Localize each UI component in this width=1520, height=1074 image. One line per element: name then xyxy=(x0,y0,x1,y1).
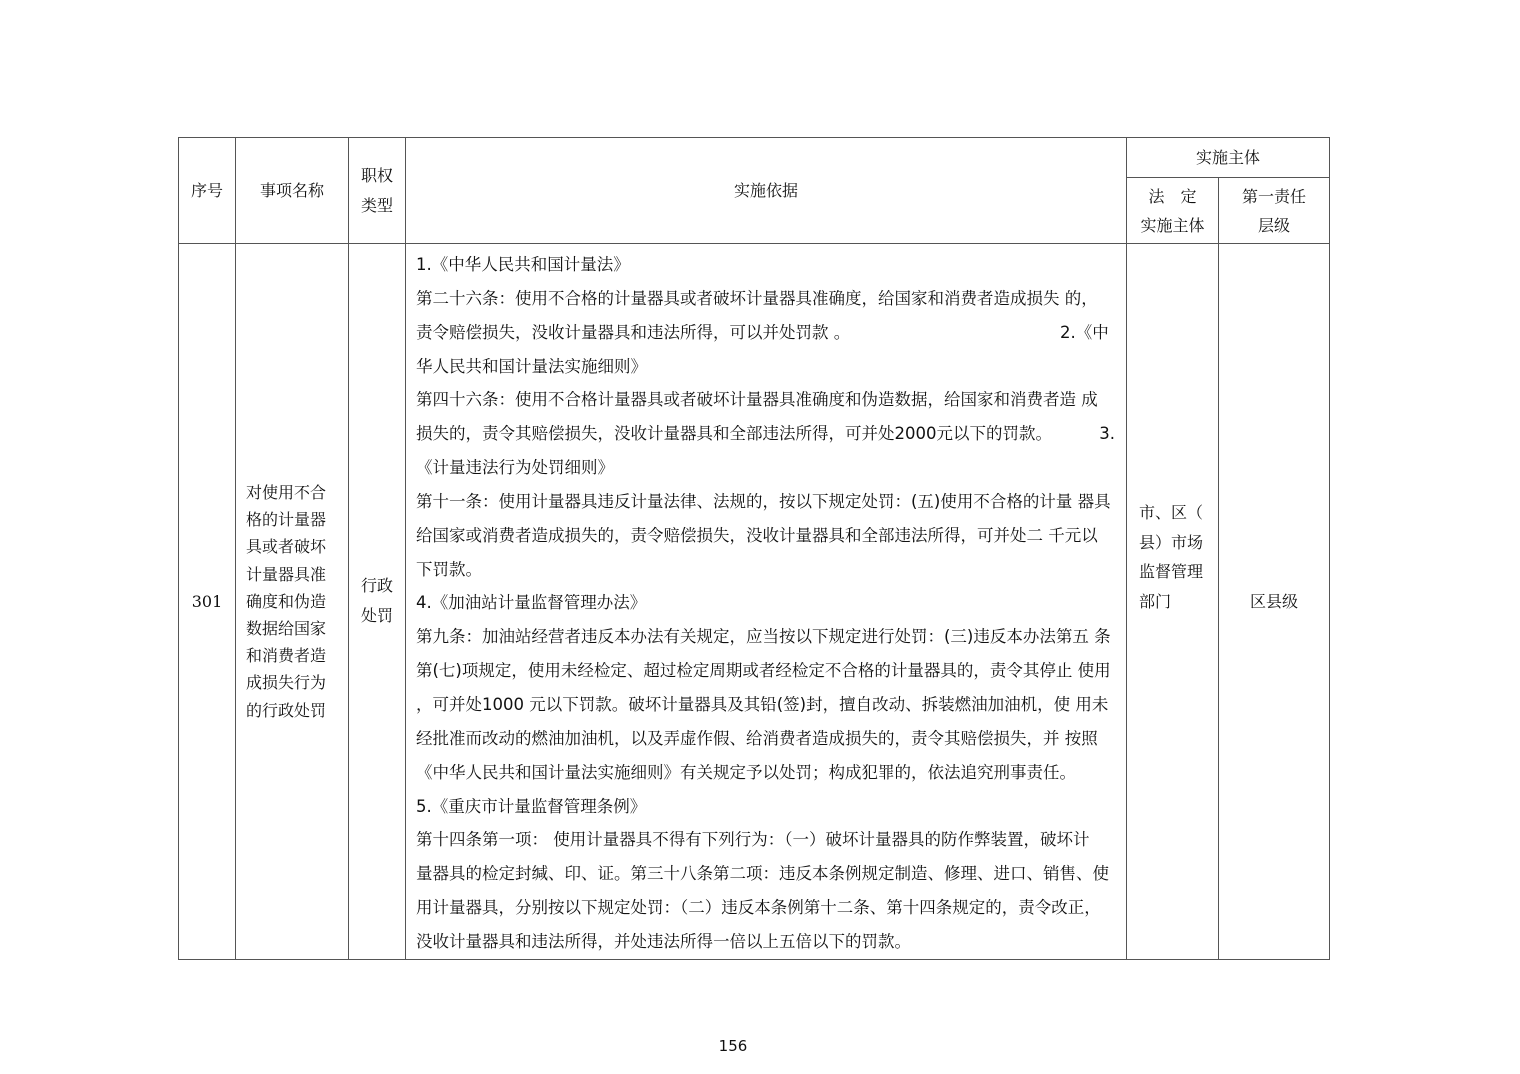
basis-line: 下罚款。 xyxy=(416,559,482,579)
basis-line: 责令赔偿损失，没收计量器具和违法所得，可以并处罚款 。 2.《中 xyxy=(416,322,1109,342)
row-seq-number: 301 xyxy=(179,244,236,960)
row-legal-implementer xyxy=(1127,244,1219,960)
row-item-name-line: 具或者破坏 xyxy=(246,537,327,557)
basis-line: 经批准而改动的燃油加油机，以及弄虚作假、给消费者造成损失的，责令其赔偿损失，并 按照 xyxy=(416,728,1098,748)
row-item-name-line: 对使用不合 xyxy=(246,482,327,502)
row-first-responsible-level xyxy=(1219,244,1330,960)
row-implementation-basis xyxy=(406,244,1127,960)
basis-line: 给国家或消费者造成损失的，责令赔偿损失，没收计量器具和全部违法所得，可并处二 千元以 xyxy=(416,525,1098,545)
row-item-name xyxy=(236,244,349,960)
basis-line: 第十一条：使用计量器具违反计量法律、法规的，按以下规定处罚：(五)使用不合格的计量 器具 xyxy=(416,491,1111,511)
legal-implementer-line: 县）市场 xyxy=(1139,532,1204,552)
enforcement-item-table xyxy=(178,137,1330,960)
header-authority-type-line1: 职权 xyxy=(360,165,393,185)
row-item-name-line: 格的计量器 xyxy=(246,510,327,530)
header-authority-type-line2: 类型 xyxy=(360,195,393,215)
basis-line: 量器具的检定封缄、印、证。第三十八条第二项：违反本条例规定制造、修理、进口、销售、使 xyxy=(416,864,1109,884)
row-item-name-line: 的行政处罚 xyxy=(246,700,327,720)
basis-line: 用计量器具，分别按以下规定处罚：（二）违反本条例第十二条、第十四条规定的，责令改正， xyxy=(416,898,1101,918)
basis-line: 4.《加油站计量监督管理办法》 xyxy=(416,593,647,613)
header-item-name: 事项名称 xyxy=(236,138,349,244)
basis-line: 5.《重庆市计量监督管理条例》 xyxy=(416,796,647,816)
legal-implementer-line: 监督管理 xyxy=(1139,562,1204,582)
basis-line: ，可并处1000 元以下罚款。破坏计量器具及其铅(签)封，擅自改动、拆装燃油加油机，使 用未 xyxy=(416,694,1109,714)
basis-line: 第四十六条：使用不合格计量器具或者破坏计量器具准确度和伪造数据，给国家和消费者造 成 xyxy=(416,390,1098,410)
basis-line: 第十四条第一项： 使用计量器具不得有下列行为：（一）破坏计量器具的防作弊装置，破坏计 xyxy=(416,830,1090,850)
header-authority-type xyxy=(349,138,406,244)
basis-line: 第九条：加油站经营者违反本办法有关规定，应当按以下规定进行处罚：(三)违反本办法第五 条 xyxy=(416,627,1111,647)
header-legal-implementer xyxy=(1127,178,1219,244)
header-legal-implementer-line2: 实施主体 xyxy=(1140,215,1205,235)
table-row xyxy=(179,244,1330,960)
basis-line: 第(七)项规定，使用未经检定、超过检定周期或者经检定不合格的计量器具的，责令其停止 使用 xyxy=(416,661,1111,681)
header-implementing-body: 实施主体 xyxy=(1127,138,1330,178)
header-implementation-basis: 实施依据 xyxy=(406,138,1127,244)
header-seq: 序号 xyxy=(179,138,236,244)
legal-implementer-line: 市、区（ xyxy=(1139,503,1204,523)
header-first-responsible-level xyxy=(1219,178,1330,244)
row-authority-type-line: 处罚 xyxy=(360,606,393,626)
legal-implementer-line: 部门 xyxy=(1139,591,1172,611)
header-first-responsible-level-line1: 第一责任 xyxy=(1242,186,1307,206)
basis-line: 1.《中华人民共和国计量法》 xyxy=(416,255,630,274)
first-responsible-level-text: 区县级 xyxy=(1250,591,1299,611)
header-legal-implementer-line1: 法 定 xyxy=(1148,186,1197,206)
basis-line: 第二十六条：使用不合格的计量器具或者破坏计量器具准确度，给国家和消费者造成损失 的， xyxy=(416,288,1098,308)
header-first-responsible-level-line2: 层级 xyxy=(1258,215,1291,235)
basis-line: 损失的，责令其赔偿损失，没收计量器具和全部违法所得，可并处2000元以下的罚款。 3. xyxy=(416,424,1115,444)
row-item-name-line: 数据给国家 xyxy=(246,618,327,638)
basis-line: 没收计量器具和违法所得，并处违法所得一倍以上五倍以下的罚款。 xyxy=(416,931,911,951)
page-number: 156 xyxy=(718,1037,748,1055)
basis-line: 华人民共和国计量法实施细则》 xyxy=(416,356,647,376)
row-item-name-line: 和消费者造 xyxy=(246,646,327,666)
row-item-name-line: 确度和伪造 xyxy=(246,591,327,611)
row-authority-type xyxy=(349,244,406,960)
row-item-name-line: 成损失行为 xyxy=(246,673,327,693)
basis-line: 《计量违法行为处罚细则》 xyxy=(416,458,614,478)
basis-line: 《中华人民共和国计量法实施细则》有关规定予以处罚；构成犯罪的，依法追究刑事责任。 xyxy=(416,762,1076,782)
row-authority-type-line: 行政 xyxy=(360,576,393,596)
row-item-name-line: 计量器具准 xyxy=(246,564,327,584)
